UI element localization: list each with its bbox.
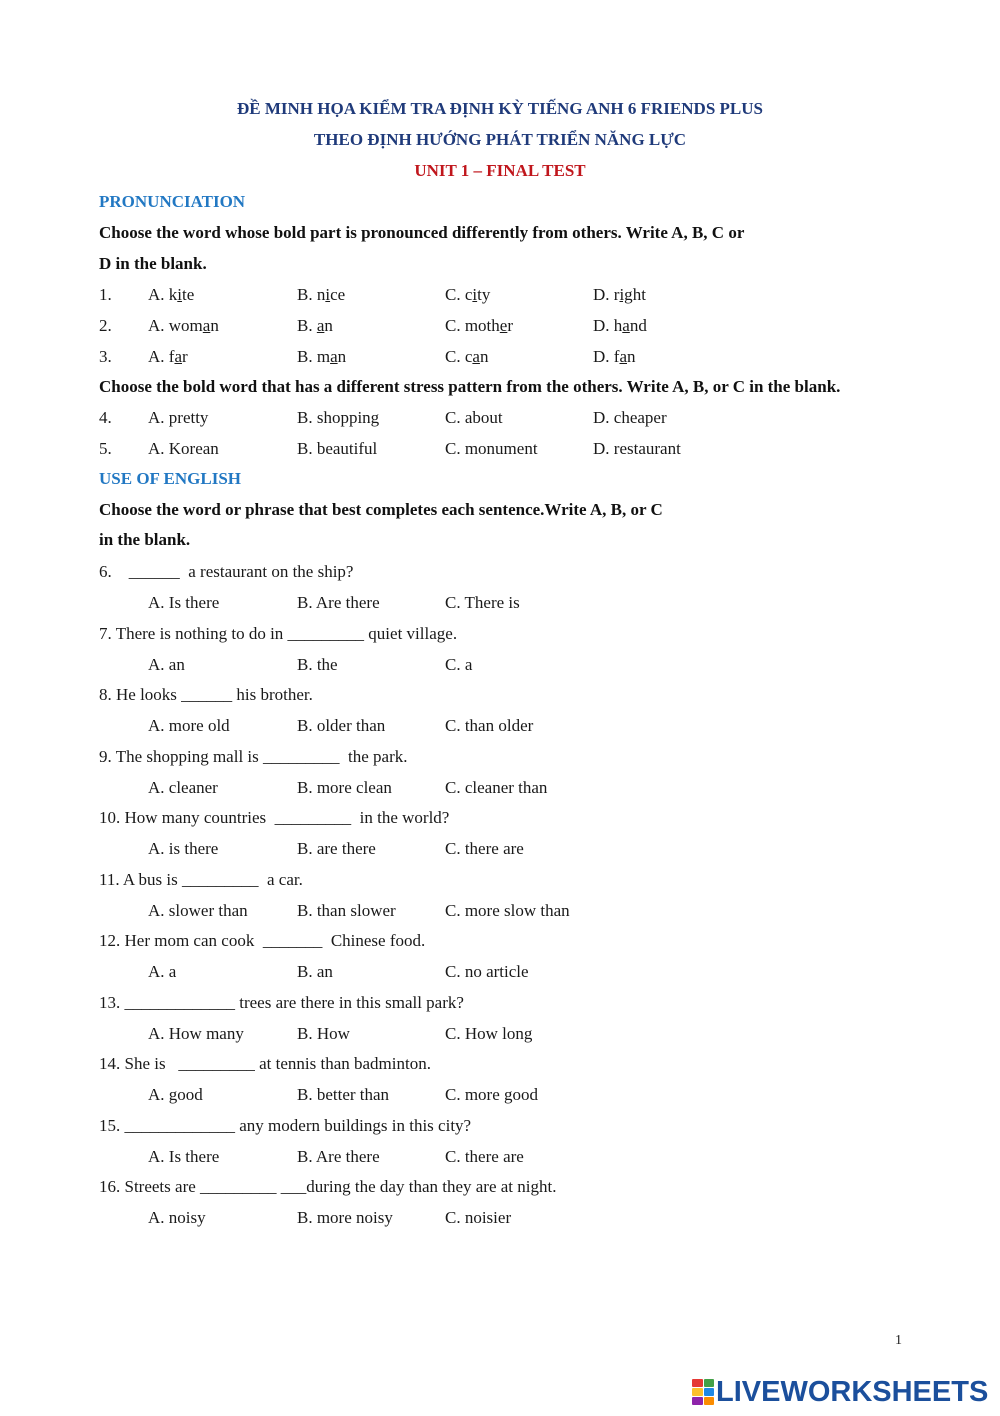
option-a[interactable]: A. How many (148, 1024, 244, 1043)
section-heading-pronunciation: PRONUNCIATION (99, 192, 246, 211)
question-stem (0, 623, 1000, 645)
option-b[interactable]: B. man (297, 347, 347, 366)
option-b[interactable]: B. Are there (297, 1147, 380, 1166)
liveworksheets-logo (692, 1376, 988, 1408)
instruction-pronunciation: Choose the word whose bold part is pronounced differently from others. Write A, B, C or (99, 223, 745, 242)
question-text: 13. _____________ trees are there in this small park? (99, 993, 464, 1012)
option-a[interactable]: A. more old (148, 716, 230, 735)
question-row-3 (0, 346, 1000, 368)
question-text: 9. The shopping mall is _________ the park. (99, 747, 408, 766)
option-c[interactable]: C. than older (445, 716, 534, 735)
question-text: 10. How many countries _________ in the world? (99, 808, 450, 827)
question-stem (0, 561, 1000, 583)
options-row (0, 777, 1000, 799)
options-row (0, 715, 1000, 737)
option-a[interactable]: A. slower than (148, 901, 248, 920)
option-c[interactable]: C. monument (445, 439, 538, 458)
question-stem (0, 746, 1000, 768)
option-b[interactable]: B. an (297, 316, 333, 335)
option-c[interactable]: C. about (445, 408, 503, 427)
option-a[interactable]: A. a (148, 962, 177, 981)
question-stem (0, 807, 1000, 829)
question-text: 12. Her mom can cook _______ Chinese food. (99, 931, 426, 950)
options-row (0, 1084, 1000, 1106)
question-number: 2. (99, 316, 112, 335)
instruction-use-of-english: Choose the word or phrase that best completes each sentence.Write A, B, or C (99, 500, 663, 519)
question-stem (0, 1053, 1000, 1075)
option-a[interactable]: A. woman (148, 316, 219, 335)
option-a[interactable]: A. kite (148, 285, 195, 304)
header-title-line1: ĐỀ MINH HỌA KIỂM TRA ĐỊNH KỲ TIẾNG ANH 6 FRIENDS PLUS (237, 99, 763, 118)
question-text: 6. ______ a restaurant on the ship? (99, 562, 354, 581)
question-stem (0, 1176, 1000, 1198)
option-b[interactable]: B. are there (297, 839, 376, 858)
option-c[interactable]: C. more good (445, 1085, 539, 1104)
option-c[interactable]: C. more slow than (445, 901, 570, 920)
option-a[interactable]: A. Korean (148, 439, 219, 458)
section-heading-use-of-english: USE OF ENGLISH (99, 469, 242, 488)
option-c[interactable]: C. can (445, 347, 489, 366)
question-row-1 (0, 284, 1000, 306)
options-row (0, 592, 1000, 614)
options-row (0, 838, 1000, 860)
question-number: 1. (99, 285, 112, 304)
question-row-5 (0, 438, 1000, 460)
options-row (0, 1023, 1000, 1045)
option-a[interactable]: A. Is there (148, 1147, 220, 1166)
options-row (0, 654, 1000, 676)
option-a[interactable]: A. noisy (148, 1208, 206, 1227)
question-stem (0, 869, 1000, 891)
option-b[interactable]: B. beautiful (297, 439, 378, 458)
option-b[interactable]: B. shopping (297, 408, 380, 427)
option-c[interactable]: C. mother (445, 316, 514, 335)
option-c[interactable]: C. How long (445, 1024, 533, 1043)
option-b[interactable]: B. the (297, 655, 338, 674)
option-d[interactable]: D. restaurant (593, 439, 681, 458)
question-text: 16. Streets are _________ ___during the day than they are at night. (99, 1177, 557, 1196)
question-number: 5. (99, 439, 112, 458)
liveworksheets-logo-icon (692, 1379, 714, 1405)
option-c[interactable]: C. cleaner than (445, 778, 548, 797)
option-b[interactable]: B. more noisy (297, 1208, 393, 1227)
question-row-4 (0, 407, 1000, 429)
option-c[interactable]: C. noisier (445, 1208, 512, 1227)
option-b[interactable]: B. How (297, 1024, 350, 1043)
option-c[interactable]: C. There is (445, 593, 520, 612)
option-a[interactable]: A. an (148, 655, 185, 674)
question-stem (0, 992, 1000, 1014)
header-title-line2: THEO ĐỊNH HƯỚNG PHÁT TRIỂN NĂNG LỰC (313, 130, 687, 149)
option-d[interactable]: D. fan (593, 347, 636, 366)
header-unit-title: UNIT 1 – FINAL TEST (414, 161, 586, 180)
question-stem (0, 930, 1000, 952)
instruction-pronunciation-cont: D in the blank. (99, 254, 207, 273)
question-row-2 (0, 315, 1000, 337)
option-a[interactable]: A. is there (148, 839, 219, 858)
option-b[interactable]: B. than slower (297, 901, 396, 920)
instruction-stress: Choose the bold word that has a different stress pattern from the others. Write A, B, or C in the blank. (99, 377, 841, 396)
question-text: 11. A bus is _________ a car. (99, 870, 303, 889)
option-a[interactable]: A. pretty (148, 408, 209, 427)
page-number: 1 (895, 1333, 902, 1348)
question-stem (0, 684, 1000, 706)
liveworksheets-logo-text: LIVEWORKSHEETS (716, 1375, 989, 1408)
question-text: 15. _____________ any modern buildings in this city? (99, 1116, 472, 1135)
options-row (0, 961, 1000, 983)
options-row (0, 1207, 1000, 1229)
option-c[interactable]: C. there are (445, 839, 524, 858)
question-number: 4. (99, 408, 112, 427)
option-d[interactable]: D. right (593, 285, 646, 304)
question-stem (0, 1115, 1000, 1137)
options-row (0, 900, 1000, 922)
option-c[interactable]: C. there are (445, 1147, 524, 1166)
option-b[interactable]: B. nice (297, 285, 346, 304)
option-d[interactable]: D. hand (593, 316, 647, 335)
options-row (0, 1146, 1000, 1168)
option-d[interactable]: D. cheaper (593, 408, 667, 427)
option-b[interactable]: B. better than (297, 1085, 390, 1104)
option-a[interactable]: A. far (148, 347, 188, 366)
option-c[interactable]: C. no article (445, 962, 529, 981)
option-a[interactable]: A. good (148, 1085, 203, 1104)
option-b[interactable]: B. Are there (297, 593, 380, 612)
option-c[interactable]: C. a (445, 655, 473, 674)
option-c[interactable]: C. city (445, 285, 491, 304)
option-a[interactable]: A. cleaner (148, 778, 218, 797)
question-number: 3. (99, 347, 112, 366)
question-text: 14. She is _________ at tennis than badminton. (99, 1054, 431, 1073)
option-a[interactable]: A. Is there (148, 593, 220, 612)
instruction-use-of-english-cont: in the blank. (99, 530, 191, 549)
question-text: 8. He looks ______ his brother. (99, 685, 313, 704)
option-b[interactable]: B. older than (297, 716, 386, 735)
question-text: 7. There is nothing to do in _________ quiet village. (99, 624, 458, 643)
option-b[interactable]: B. an (297, 962, 333, 981)
option-b[interactable]: B. more clean (297, 778, 392, 797)
